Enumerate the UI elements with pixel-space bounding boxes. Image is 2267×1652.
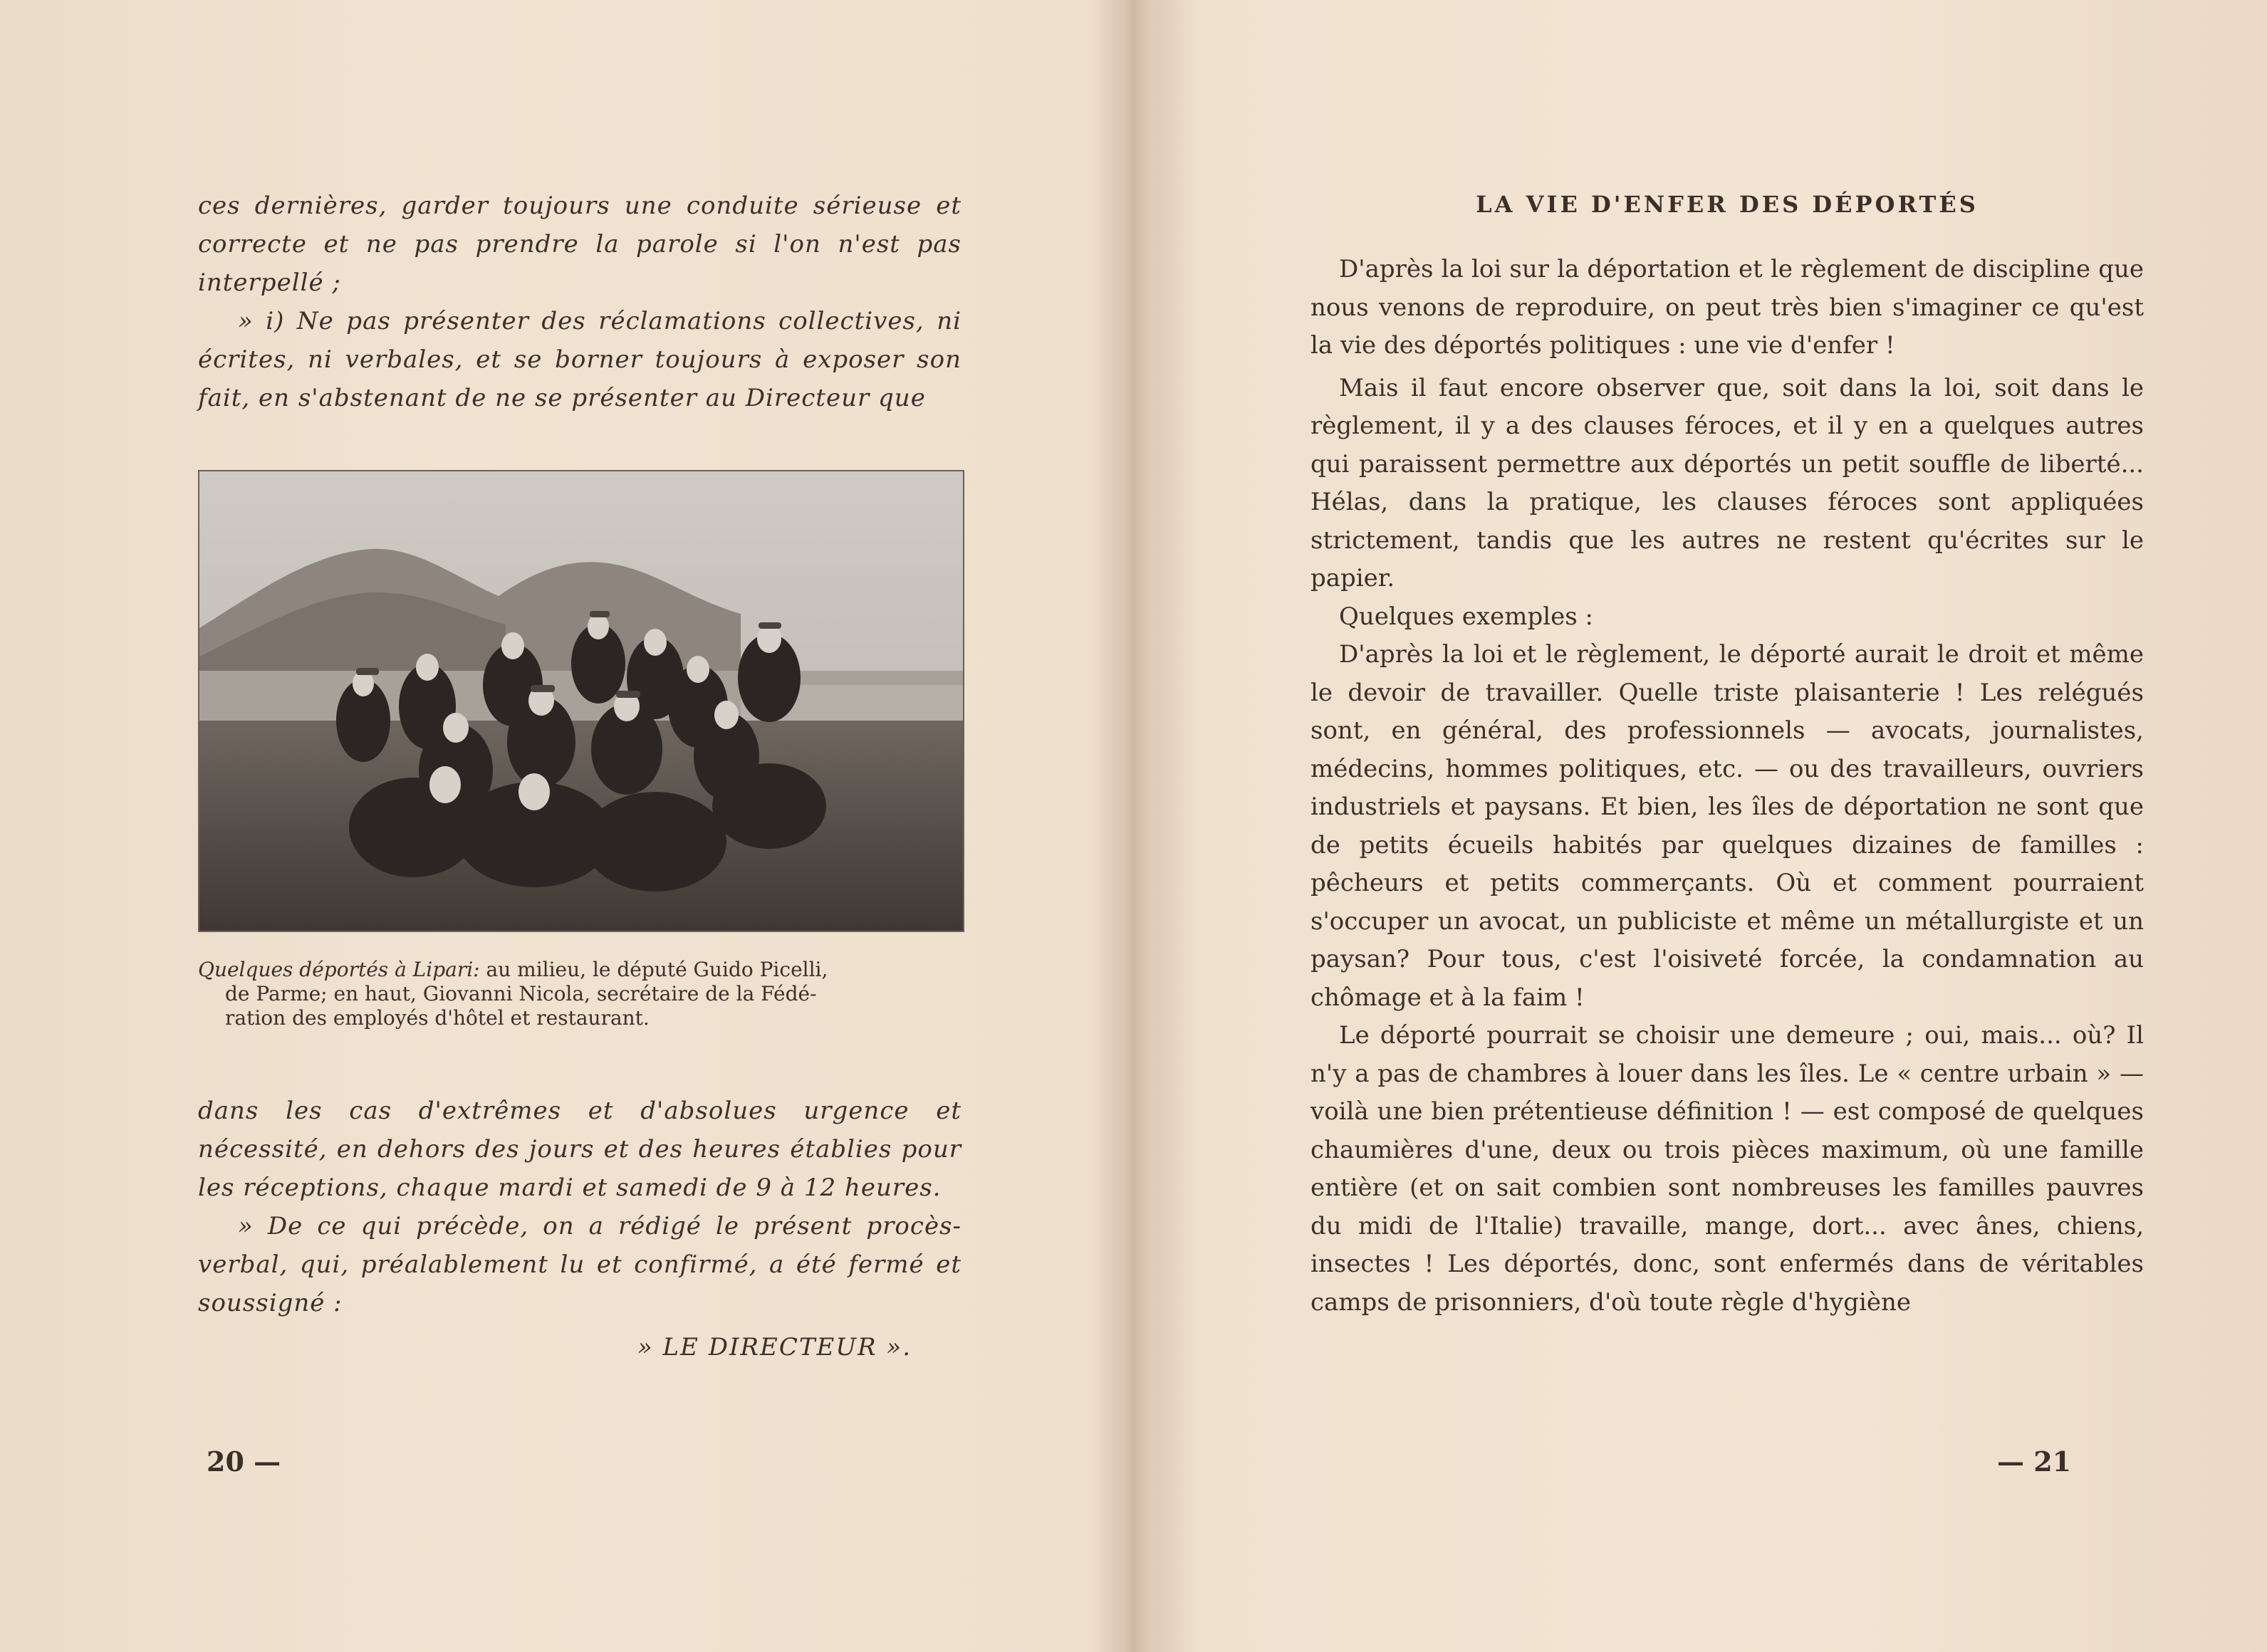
left-text-bottom — [198, 1092, 961, 1366]
chapter-title: LA VIE D'ENFER DES DÉPORTÉS — [1476, 191, 1979, 218]
left-paragraph-1: ces dernières, garder toujours une conduite sérieuse et correcte et ne pas prendre la parole si l'on n'est pas interpellé ; — [198, 192, 961, 297]
left-page — [0, 0, 1132, 1652]
right-paragraph-5: Le déporté pourrait se choisir une demeure ; oui, mais... où? Il n'y a pas de chambres à louer dans les îles. Le « centre urbain » — voilà une bien prétentieuse définition ! — est composé de quelques chaumières d'une, deux ou trois pièces maximum, où une famille entière (et on sait combien sont nombreuses les familles pauvres du midi de l'Italie) travaille, mange, dort... avec ânes, chiens, insectes ! Les déportés, donc, sont enfermés dans de véritables camps de prisonniers, d'où toute règle d'hygiène — [1310, 1021, 2144, 1317]
group-photo — [198, 470, 964, 932]
right-paragraph-1: D'après la loi sur la déportation et le règlement de discipline que nous venons de reproduire, on peut très bien s'imaginer ce qu'est la vie des déportés politiques : une vie d'enfer ! — [1310, 255, 2144, 360]
photo-caption — [198, 958, 961, 1030]
photo-illustration — [199, 471, 963, 931]
left-text-top — [198, 187, 961, 417]
director-signature: » LE DIRECTEUR ». — [637, 1333, 912, 1361]
left-paragraph-3: dans les cas d'extrêmes et d'absolues urgence et nécessité, en dehors des jours et des heures établies pour les réceptions, chaque mardi et samedi de 9 à 12 heures. — [198, 1097, 961, 1202]
caption-lead: Quelques déportés à Lipari: — [198, 958, 480, 981]
left-paragraph-2: » i) Ne pas présenter des réclamations collectives, ni écrites, ni verbales, et se borner toujours à exposer son fait, en s'abstenant de ne se présenter au Directeur que — [198, 307, 961, 412]
caption-line-1: au milieu, le député Guido Picelli, — [479, 958, 828, 981]
left-paragraph-4: » De ce qui précède, on a rédigé le présent procès-verbal, qui, préalablement lu et confirmé, a été fermé et soussigné : — [198, 1212, 961, 1317]
right-paragraph-3: Quelques exemples : — [1339, 602, 1593, 631]
caption-line-3: ration des employés d'hôtel et restaurant. — [225, 1006, 650, 1030]
right-page — [1135, 0, 2267, 1652]
right-text — [1310, 251, 2144, 1322]
page-number-right: — 21 — [1997, 1446, 2072, 1478]
right-paragraph-2: Mais il faut encore observer que, soit dans la loi, soit dans le règlement, il y a des clauses féroces, et il y en a quelques autres qui paraissent permettre aux déportés un petit souffle de liberté... Hélas, dans la pratique, les clauses féroces sont appliquées strictement, tandis que les autres ne restent qu'écrites sur le papier. — [1310, 373, 2144, 592]
caption-line-2: de Parme; en haut, Giovanni Nicola, secrétaire de la Fédé- — [225, 982, 817, 1005]
right-paragraph-4: D'après la loi et le règlement, le déporté aurait le droit et même le devoir de travailler. Quelle triste plaisanterie ! Les relégués sont, en général, des professionnels — avocats, journalistes, médecins, hommes politiques, etc. — ou des travailleurs, ouvriers industriels et paysans. Et bien, les îles de déportation ne sont que de petits écueils habités par quelques dizaines de familles : pêcheurs et petits commerçants. Où et comment pourraient s'occuper un avocat, un publiciste et même un métallurgiste et un paysan? Pour tous, c'est l'oisiveté forcée, la condamnation au chômage et à la faim ! — [1310, 640, 2144, 1012]
page-number-left: 20 — — [207, 1446, 281, 1478]
